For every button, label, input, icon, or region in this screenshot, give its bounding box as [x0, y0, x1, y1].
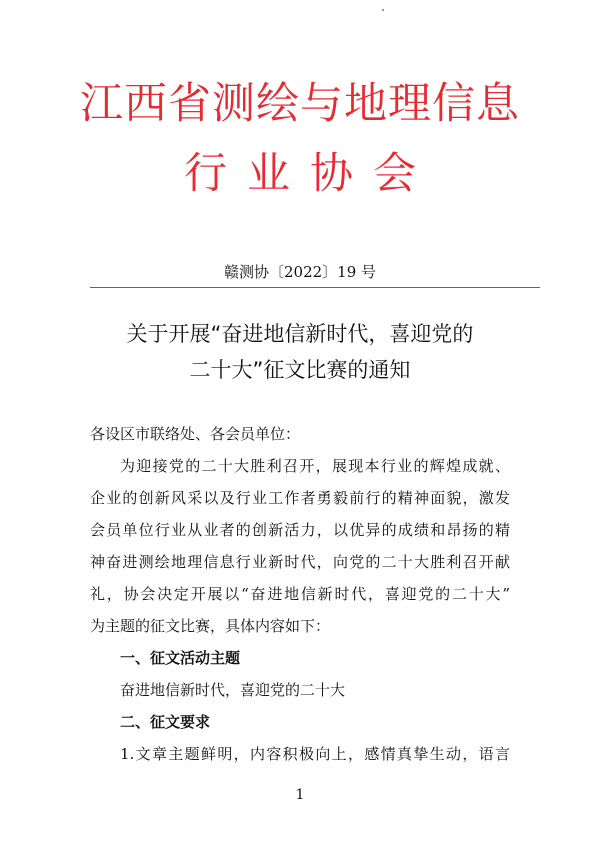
- issuer-header-line1: 江西省测绘与地理信息: [80, 79, 520, 129]
- intro-line: 为主题的征文比赛，具体内容如下：: [90, 617, 331, 635]
- intro-line: 神奋进测绘地理信息行业新时代，向党的二十大胜利召开献: [90, 553, 510, 571]
- document-title-line1: 关于开展“奋进地信新时代，喜迎党的: [126, 322, 474, 346]
- intro-line: 会员单位行业从业者的创新活力，以优异的成绩和昂扬的精: [90, 521, 510, 539]
- salutation: 各设区市联络处、各会员单位：: [90, 425, 301, 443]
- page-number: 1: [295, 787, 305, 803]
- issuer-header-line2: 行业协会: [184, 149, 436, 199]
- section2-item1: 1.文章主题鲜明，内容积极向上，感情真挚生动，语言: [120, 745, 510, 763]
- section1-heading: 一、征文活动主题: [120, 649, 241, 667]
- intro-line: 礼，协会决定开展以“奋进地信新时代，喜迎党的二十大”: [90, 585, 510, 603]
- document-title-line2: 二十大”征文比赛的通知: [189, 358, 411, 382]
- intro-line: 为迎接党的二十大胜利召开，展现本行业的辉煌成就、: [120, 457, 510, 475]
- scan-speck: [382, 9, 384, 11]
- red-divider-line: [90, 287, 540, 288]
- section2-heading: 二、征文要求: [120, 713, 211, 731]
- section1-content: 奋进地信新时代，喜迎党的二十大: [120, 681, 346, 699]
- document-number: 赣测协〔2022〕19 号: [223, 263, 377, 281]
- intro-line: 企业的创新风采以及行业工作者勇毅前行的精神面貌，激发: [90, 489, 510, 507]
